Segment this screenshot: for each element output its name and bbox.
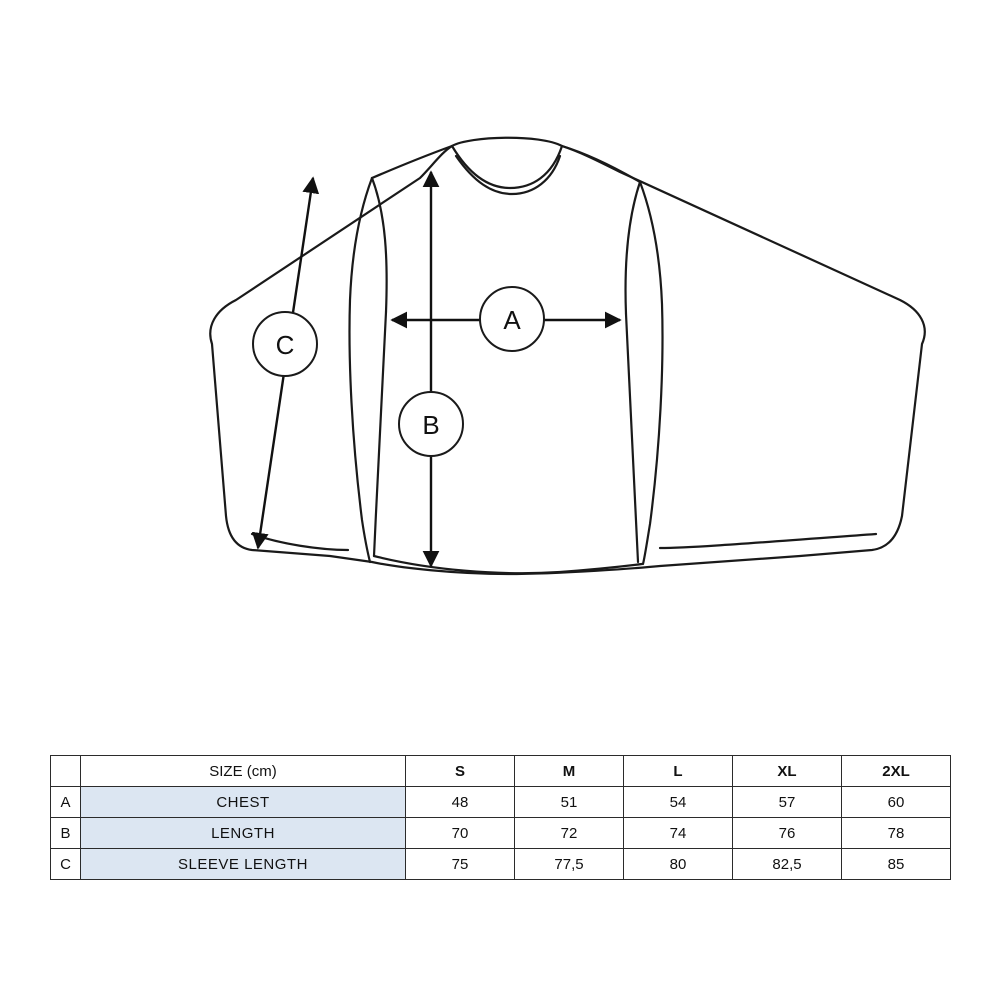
sleeve-value-l: 80 [624, 849, 733, 880]
size-column-2xl: 2XL [842, 756, 951, 787]
table-row [51, 818, 951, 849]
size-column-l: L [624, 756, 733, 787]
row-key-b: B [51, 818, 81, 849]
chest-value-l: 54 [624, 787, 733, 818]
row-key-a: A [51, 787, 81, 818]
row-key-c: C [51, 849, 81, 880]
marker-a-label: A [503, 305, 521, 335]
marker-b-label: B [422, 410, 440, 440]
row-name-length: LENGTH [81, 818, 406, 849]
shirt-outline-group [210, 138, 924, 574]
size-column-m: M [515, 756, 624, 787]
table-row [51, 849, 951, 880]
sleeve-value-2xl: 85 [842, 849, 951, 880]
size-column-xl: XL [733, 756, 842, 787]
sleeve-value-m: 77,5 [515, 849, 624, 880]
chest-value-2xl: 60 [842, 787, 951, 818]
length-value-m: 72 [515, 818, 624, 849]
size-column-s: S [406, 756, 515, 787]
chest-value-xl: 57 [733, 787, 842, 818]
chest-value-s: 48 [406, 787, 515, 818]
marker-c-label: C [275, 330, 295, 360]
chest-value-m: 51 [515, 787, 624, 818]
length-value-xl: 76 [733, 818, 842, 849]
length-value-s: 70 [406, 818, 515, 849]
table-row [51, 787, 951, 818]
length-value-l: 74 [624, 818, 733, 849]
size-table [50, 755, 951, 880]
corner-cell [51, 756, 81, 787]
unit-header-cell: SIZE (cm) [81, 756, 406, 787]
shirt-body-path [210, 138, 924, 574]
table-header-row [51, 756, 951, 787]
size-table-container [50, 755, 950, 880]
sleeve-value-xl: 82,5 [733, 849, 842, 880]
length-value-2xl: 78 [842, 818, 951, 849]
row-name-chest: CHEST [81, 787, 406, 818]
sleeve-value-s: 75 [406, 849, 515, 880]
row-name-sleeve-length: SLEEVE LENGTH [81, 849, 406, 880]
